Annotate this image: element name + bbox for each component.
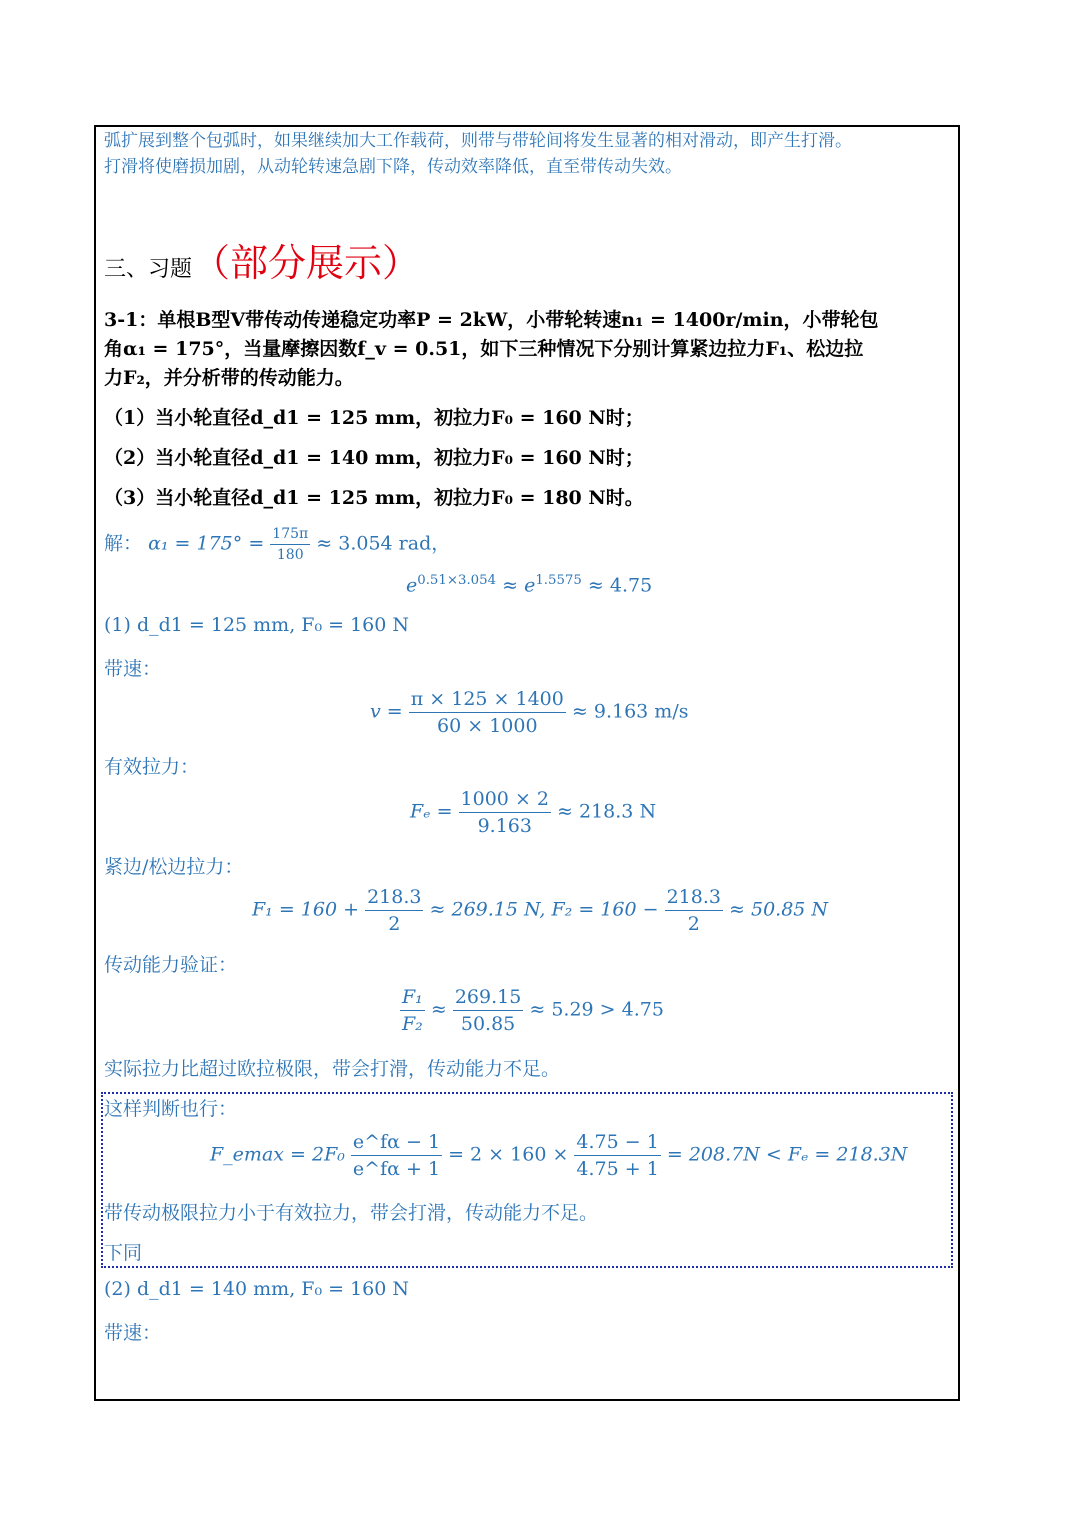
f2-fraction <box>665 886 723 935</box>
problem-line-1: 3-1：单根B型V带传动传递稳定功率P = 2kW，小带轮转速n₁ = 1400r/min，小带轮包 <box>104 309 879 331</box>
v-lhs: v = <box>370 700 403 723</box>
ratio-rhs: ≈ 5.29 > 4.75 <box>529 998 664 1021</box>
v-num: π × 125 × 1400 <box>409 688 566 713</box>
fe-rhs: ≈ 218.3 N <box>557 800 657 823</box>
femax-rhs: = 208.7N < Fₑ = 218.3N <box>666 1143 908 1166</box>
fe-label: 有效拉力： <box>104 756 200 778</box>
problem-line-2: 角α₁ = 175°，当量摩擦因数f_v = 0.51，如下三种情况下分别计算紧边拉力F₁、松边拉 <box>104 338 864 360</box>
solution-label: 解： <box>104 532 143 555</box>
problem-case-2: （2）当小轮直径d_d1 = 140 mm，初拉力F₀ = 160 N时； <box>104 447 644 469</box>
conclusion-1: 实际拉力比超过欧拉极限，带会打滑，传动能力不足。 <box>104 1058 561 1080</box>
verify-label: 传动能力验证： <box>104 954 238 976</box>
fe-equation <box>410 788 656 837</box>
v-rhs: ≈ 9.163 m/s <box>571 700 689 723</box>
fe-num: 1000 × 2 <box>459 788 551 813</box>
v-fraction <box>409 688 566 737</box>
f1-mid: ≈ 269.15 N, F₂ = 160 − <box>429 898 659 921</box>
ratio-mid: ≈ <box>430 998 447 1021</box>
speed-label: 带速： <box>104 658 162 680</box>
alpha-lhs: α₁ = 175° = <box>148 532 265 555</box>
fe-lhs: Fₑ = <box>410 800 453 823</box>
alt-label: 这样判断也行： <box>104 1098 238 1120</box>
femax-mid: = 2 × 160 × <box>448 1143 569 1166</box>
case2-heading: (2) d_d1 = 140 mm, F₀ = 160 N <box>104 1278 410 1300</box>
intro-line-1: 弧扩展到整个包弧时，如果继续加大工作载荷，则带与带轮间将发生显著的相对滑动，即产生打滑。 <box>104 131 852 151</box>
exp-mid: ≈ e <box>496 574 536 597</box>
alpha-num: 175π <box>270 526 310 545</box>
section-subtitle: （部分展示） <box>192 241 421 285</box>
f1-lhs: F₁ = 160 + <box>252 898 360 921</box>
exp-equation <box>406 573 652 596</box>
velocity-equation <box>370 688 688 737</box>
exp-end: ≈ 4.75 <box>581 574 653 597</box>
femax-fraction <box>351 1131 442 1180</box>
exp-power-1: 0.51×3.054 <box>417 573 497 588</box>
v-den: 60 × 1000 <box>437 715 538 737</box>
intro-line-2: 打滑将使磨损加剧，从动轮转速急剧下降，传动效率降低，直至带传动失效。 <box>104 157 682 177</box>
exp-power-2: 1.5575 <box>535 573 582 588</box>
problem-case-3: （3）当小轮直径d_d1 = 125 mm，初拉力F₀ = 180 N时。 <box>104 487 644 509</box>
f2-den: 2 <box>687 913 700 935</box>
ratio2-den: 50.85 <box>460 1013 516 1035</box>
femax-equation <box>210 1131 907 1180</box>
ratio-den: F₂ <box>402 1013 423 1035</box>
fe-den: 9.163 <box>477 815 532 837</box>
ratio-num: F₁ <box>400 986 425 1011</box>
femax-den: e^fα + 1 <box>352 1158 441 1180</box>
section-title: 三、习题 <box>104 257 193 282</box>
femax-num: e^fα − 1 <box>351 1131 442 1156</box>
alpha-den: 180 <box>276 547 304 563</box>
exp-base: e <box>406 574 418 597</box>
ratio-fraction <box>400 986 425 1035</box>
ratio2-num: 269.15 <box>453 986 523 1011</box>
problem-case-1: （1）当小轮直径d_d1 = 125 mm，初拉力F₀ = 160 N时； <box>104 407 644 429</box>
f1-num: 218.3 <box>365 886 423 911</box>
alpha-result: ≈ 3.054 rad， <box>316 532 451 555</box>
alpha-fraction <box>270 526 310 563</box>
fe-fraction <box>459 788 551 837</box>
tension-equation <box>252 886 828 935</box>
conclusion-2: 带传动极限拉力小于有效拉力，带会打滑，传动能力不足。 <box>104 1202 599 1224</box>
speed-label-2: 带速： <box>104 1322 162 1344</box>
femax2-den: 4.75 + 1 <box>576 1158 659 1180</box>
f2-num: 218.3 <box>665 886 723 911</box>
f1-den: 2 <box>388 913 401 935</box>
f2-rhs: ≈ 50.85 N <box>729 898 829 921</box>
case1-heading: (1) d_d1 = 125 mm, F₀ = 160 N <box>104 614 410 636</box>
ratio-equation <box>400 986 664 1035</box>
problem-line-3: 力F₂，并分析带的传动能力。 <box>104 367 354 389</box>
femax2-fraction <box>574 1131 660 1180</box>
same-below: 下同 <box>104 1242 143 1264</box>
femax2-num: 4.75 − 1 <box>574 1131 660 1156</box>
alpha-equation <box>104 526 450 563</box>
f1-fraction <box>365 886 423 935</box>
section-heading <box>104 232 420 287</box>
tension-label: 紧边/松边拉力： <box>104 856 244 878</box>
femax-lhs: F_emax = 2F₀ <box>210 1143 345 1166</box>
ratio2-fraction <box>453 986 523 1035</box>
